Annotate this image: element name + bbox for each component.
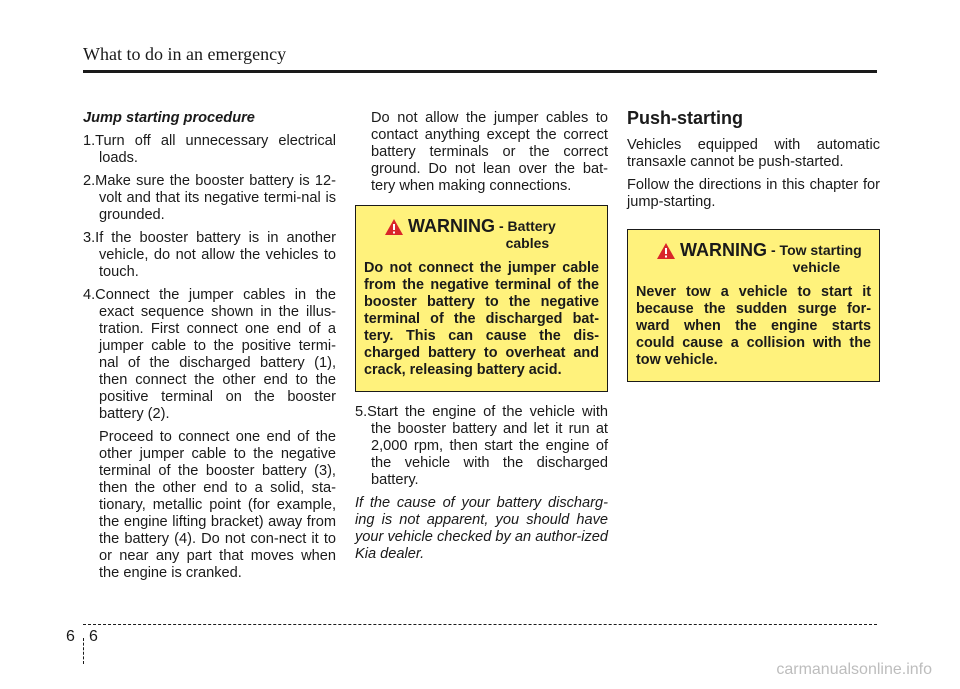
step-3: 3.If the booster battery is in another vehicle, do not allow the vehicles to touch. bbox=[83, 230, 336, 280]
warning-box-battery-cables bbox=[355, 205, 608, 392]
page-header-title: What to do in an emergency bbox=[83, 44, 287, 64]
warning-subtitle-line2: cables bbox=[505, 235, 550, 251]
column-1 bbox=[83, 110, 336, 582]
warning-triangle-icon bbox=[384, 218, 404, 236]
push-para-1: Vehicles equipped with automatic transaxle cannot be push-started. bbox=[627, 137, 880, 170]
warning-header bbox=[636, 240, 871, 276]
push-para-2: Follow the directions in this chapter for jump-starting. bbox=[627, 177, 880, 210]
chapter-number: 6 bbox=[66, 628, 75, 645]
warning-word: WARNING bbox=[680, 240, 767, 260]
dealer-note: If the cause of your battery discharg-ing is not apparent, you should have your vehicle checked by an author-ized Kia dealer. bbox=[355, 495, 608, 562]
warning-subtitle-line1: - Battery bbox=[499, 218, 556, 234]
column-3 bbox=[627, 110, 880, 394]
warning-subtitle-line1: - Tow starting bbox=[771, 242, 862, 258]
step-4-continuation-2: Do not allow the jumper cables to contact anything except the correct battery terminals or the correct ground. Do not lean over the bat-tery when making connections. bbox=[371, 110, 608, 194]
header-rule bbox=[83, 70, 877, 73]
warning-triangle-icon bbox=[656, 242, 676, 260]
warning-word: WARNING bbox=[408, 216, 495, 236]
step-1: 1.Turn off all unnecessary electrical loads. bbox=[83, 133, 336, 166]
column-2 bbox=[355, 110, 608, 563]
warning-box-tow-starting bbox=[627, 229, 880, 382]
push-starting-title: Push-starting bbox=[627, 108, 744, 128]
jump-start-title: Jump starting procedure bbox=[83, 110, 255, 126]
step-4: 4.Connect the jumper cables in the exact sequence shown in the illus-tration. First connect one end of a jumper cable to the positive termi-nal of the discharged battery (1), then connect the other end to the positive terminal on the booster battery (2). bbox=[83, 287, 336, 422]
step-5: 5.Start the engine of the vehicle with the booster battery and let it run at 2,000 rpm, then start the engine of the vehicle with the discharged battery. bbox=[355, 404, 608, 488]
warning-body: Never tow a vehicle to start it because the sudden surge for-ward when the engine starts could cause a collision with the tow vehicle. bbox=[636, 284, 871, 368]
step-2: 2.Make sure the booster battery is 12-volt and that its negative termi-nal is grounded. bbox=[83, 173, 336, 223]
warning-subtitle bbox=[499, 218, 556, 252]
footer-rule bbox=[83, 624, 877, 625]
page-number: 6 bbox=[89, 628, 98, 645]
warning-subtitle bbox=[771, 242, 862, 276]
footer-divider bbox=[83, 638, 84, 664]
warning-header bbox=[364, 216, 599, 252]
step-4-continuation: Proceed to connect one end of the other jumper cable to the negative terminal of the booster battery (3), then the other end to a solid, sta-tionary, metallic point (for example, the engine lifting bracket) away from the battery (4). Do not con-nect it to or near any part that moves when the engine is cranked. bbox=[99, 429, 336, 581]
warning-body: Do not connect the jumper cable from the negative terminal of the booster battery to the negative terminal of the discharged bat-tery. This can cause the dis-charged battery to overheat and crack, releasing battery acid. bbox=[364, 260, 599, 378]
warning-subtitle-line2: vehicle bbox=[792, 259, 841, 275]
watermark: carmanualsonline.info bbox=[776, 661, 932, 678]
